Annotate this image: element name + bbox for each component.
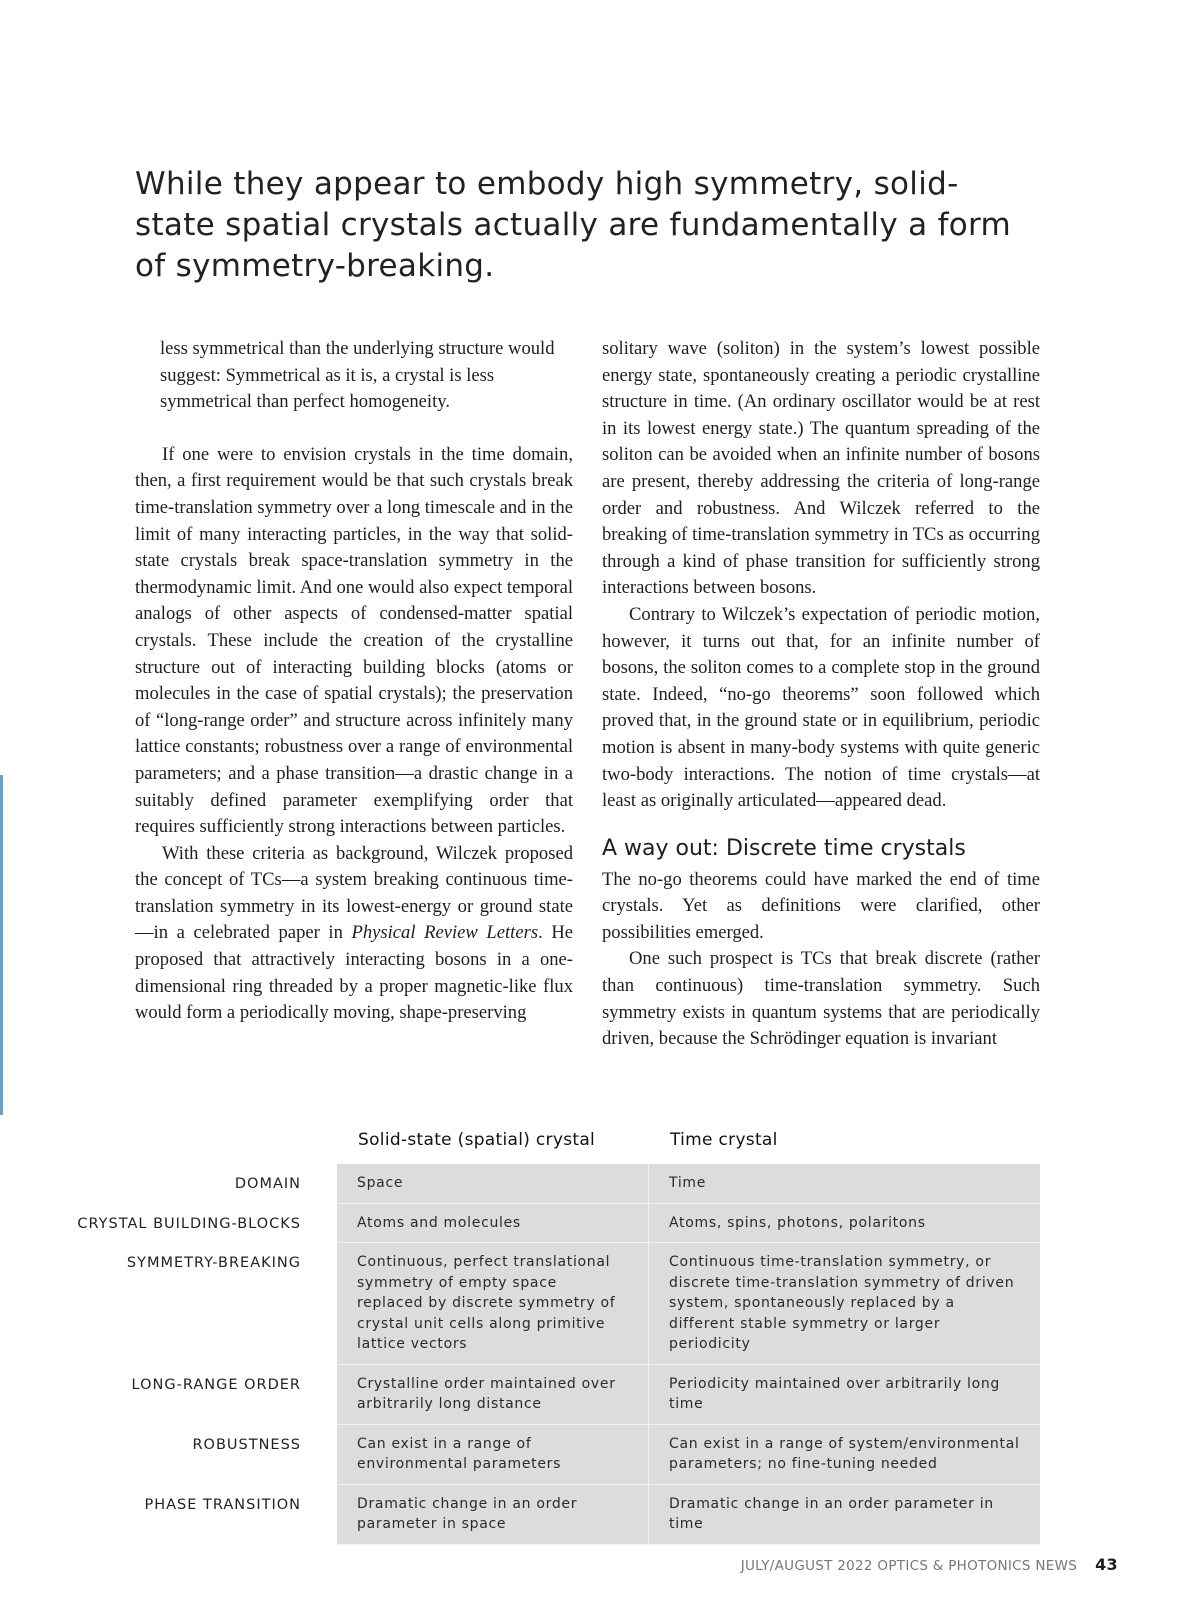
- journal-title: Physical Review Letters: [351, 922, 539, 944]
- paragraph: [135, 841, 573, 1027]
- page-edge-rule: [0, 775, 3, 1115]
- page-footer: [0, 1555, 1118, 1574]
- paragraph: solitary wave (soliton) in the system’s lowest possible energy state, spontaneously creating a periodic crystalline structure in time. (An ordinary oscillator would be at rest in its lowest energy state.) The quantum spreading of the soliton can be avoided when an infinite number of bosons are present, thereby addressing the criteria of long-range order and robustness. And Wilczek referred to the breaking of time-translation symmetry in TCs as occurring through a kind of phase transition for sufficiently strong interactions between bosons.: [602, 338, 1040, 599]
- table-cell: Periodicity maintained over arbitrarily long time: [649, 1365, 1040, 1425]
- pull-quote: While they appear to embody high symmetry, solid-state spatial crystals actually are fundamentally a form of symmetry-breaking.: [135, 166, 1012, 284]
- table-header-time-crystal: Time crystal: [670, 1130, 778, 1150]
- table-cell: Continuous, perfect translational symmetry of empty space replaced by discrete symmetry of crystal unit cells along primitive lattice vectors: [337, 1243, 649, 1365]
- paragraph: Contrary to Wilczek’s expectation of periodic motion, however, it turns out that, for an infinite number of bosons, the soliton comes to a complete stop in the ground state. Indeed, “no-go theorems” soon followed which proved that, in the ground state or in equilibrium, periodic motion is absent in many-body systems with quite generic two-body interactions. The notion of time crystals—at least as originally articulated—appeared dead.: [602, 603, 1040, 812]
- table-row: [60, 1243, 1040, 1365]
- table-row: [60, 1425, 1040, 1485]
- table-cell: Time: [649, 1164, 1040, 1204]
- table-cell: Continuous time-translation symmetry, or discrete time-translation symmetry of driven system, spontaneously replaced by a different stable symmetry or larger periodicity: [649, 1243, 1040, 1365]
- issue-line: JULY/AUGUST 2022 OPTICS & PHOTONICS NEWS: [740, 1558, 1078, 1574]
- table-body: [60, 1164, 1040, 1545]
- table-cell: Space: [337, 1164, 649, 1204]
- page-number: 43: [1095, 1555, 1118, 1574]
- table-cell: Crystalline order maintained over arbitrarily long distance: [337, 1365, 649, 1425]
- section-heading: A way out: Discrete time crystals: [602, 835, 966, 861]
- paragraph-text: . He proposed that attractively interacting bosons in a one-dimensional ring threaded by a proper magnetic-like flux would form a periodically moving, shape-preserving: [135, 922, 573, 1024]
- table-row: [60, 1365, 1040, 1425]
- paragraph-text: With these criteria as background, Wilczek proposed the concept of TCs—a system breaking continuous time-translation symmetry in its lowest-energy or ground state—in a celebrated paper in: [135, 842, 573, 944]
- paragraph: If one were to envision crystals in the time domain, then, a first requirement would be that such crystals break time-translation symmetry over a long timescale and in the limit of many interacting particles, in the way that solid-state crystals break space-translation symmetry in the thermodynamic limit. And one would also expect temporal analogs of other aspects of condensed-matter spatial crystals. These include the creation of the crystalline structure out of interacting building blocks (atoms or molecules in the case of spatial crystals); the preservation of “long-range order” and structure across infinitely many lattice constants; robustness over a range of environmental parameters; and a phase transition—a drastic change in a suitably defined parameter exemplifying order that requires sufficiently strong interactions between particles.: [135, 443, 573, 838]
- table-cell: Dramatic change in an order parameter in space: [337, 1485, 649, 1545]
- table-cell: Can exist in a range of environmental parameters: [337, 1425, 649, 1485]
- table-row: [60, 1204, 1040, 1244]
- row-label: ROBUSTNESS: [192, 1436, 301, 1453]
- row-label: CRYSTAL BUILDING-BLOCKS: [77, 1215, 301, 1232]
- right-column: [602, 336, 1040, 1053]
- paragraph-continuation: less symmetrical than the underlying structure would suggest: Symmetrical as it is, a crystal is less symmetrical than perfect homogeneity.: [160, 338, 555, 413]
- row-label: SYMMETRY-BREAKING: [126, 1255, 301, 1271]
- left-column: [135, 336, 573, 1027]
- paragraph: The no-go theorems could have marked the end of time crystals. Yet as definitions were clarified, other possibilities emerged.: [602, 868, 1040, 943]
- table-cell: Dramatic change in an order parameter in time: [649, 1485, 1040, 1545]
- table-cell: Atoms, spins, photons, polaritons: [649, 1204, 1040, 1244]
- table-row: [60, 1485, 1040, 1545]
- table-cell: Atoms and molecules: [337, 1204, 649, 1244]
- paragraph: One such prospect is TCs that break discrete (rather than continuous) time-translation symmetry. Such symmetry exists in quantum systems that are periodically driven, because the Schrödinger equation is invariant: [602, 948, 1040, 1050]
- row-label: LONG-RANGE ORDER: [131, 1376, 301, 1393]
- table-cell: Can exist in a range of system/environmental parameters; no fine-tuning needed: [649, 1425, 1040, 1485]
- table-header-spatial-crystal: Solid-state (spatial) crystal: [358, 1130, 596, 1150]
- table-row: [60, 1164, 1040, 1204]
- row-label: PHASE TRANSITION: [144, 1496, 301, 1513]
- row-label: DOMAIN: [234, 1176, 301, 1192]
